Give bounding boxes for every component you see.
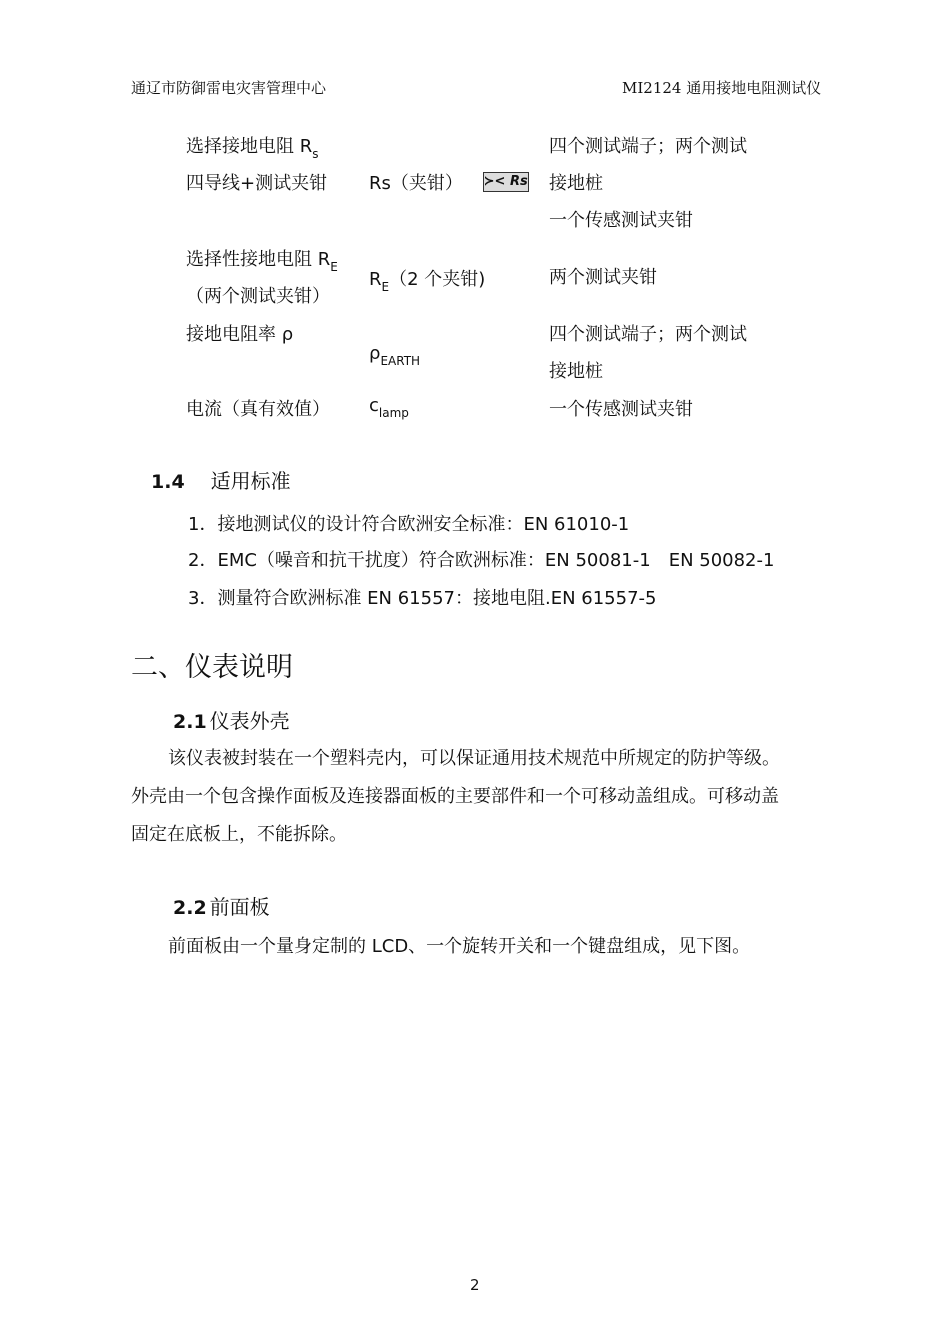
row1-col1-line2: 四导线+测试夹钳 — [186, 173, 328, 194]
row2-col1-line1: 选择性接地电阻 $R_E$ — [186, 249, 338, 274]
row2-col1-line2: （两个测试夹钳） — [186, 286, 330, 307]
standard-item-2: 2．EMC（噪音和抗干扰度）符合欧洲标准：EN 50081-1 EN 50082-1 — [188, 550, 775, 571]
row4-col1: 电流（真有效值） — [186, 399, 330, 420]
section-1-4-heading: 1.4 适用标准 — [151, 469, 291, 493]
row2-col2: $R_E(2$ 个夹钳) — [369, 269, 486, 294]
row1-col3-line1: 四个测试端子；两个测试 — [549, 136, 747, 157]
section-2-1-line3: 固定在底板上，不能拆除。 — [131, 824, 347, 845]
row4-col2: $c_{lamp}$ — [369, 395, 409, 420]
section-2-1-heading: 2.1 仪表外壳 — [173, 709, 290, 733]
row3-col2: $\rho_{EARTH}$ — [369, 343, 421, 368]
chapter-2-title: 二、仪表说明 — [131, 652, 293, 683]
row1-col3-line2: 接地桩 — [549, 173, 603, 194]
section-2-1-line2: 外壳由一个包含操作面板及连接器面板的主要部件和一个可移动盖组成。可移动盖 — [131, 786, 779, 807]
standard-item-1: 1．接地测试仪的设计符合欧洲安全标准：EN 61010-1 — [188, 514, 630, 535]
section-2-2-text: 前面板由一个量身定制的 LCD、一个旋转开关和一个键盘组成，见下图。 — [168, 936, 751, 957]
row2-col3: 两个测试夹钳 — [549, 267, 657, 288]
row1-col2: Rs（夹钳） ≻< Rs — [369, 173, 528, 194]
section-2-1-line1: 该仪表被封装在一个塑料壳内，可以保证通用技术规范中所规定的防护等级。 — [168, 748, 780, 769]
standard-item-3: 3．测量符合欧洲标准 EN 61557：接地电阻.EN 61557-5 — [188, 588, 657, 609]
row4-col3: 一个传感测试夹钳 — [549, 399, 693, 420]
row1-col1-line1: 选择接地电阻 $R_s$ — [186, 136, 319, 161]
row3-col3-line1: 四个测试端子；两个测试 — [549, 324, 747, 345]
row1-col3-line3: 一个传感测试夹钳 — [549, 210, 693, 231]
page-number: 2 — [470, 1276, 480, 1294]
section-2-2-heading: 2.2 前面板 — [173, 895, 270, 919]
clamp-rs-icon: ≻< Rs — [483, 172, 529, 192]
header-right: MI2124 通用接地电阻测试仪 — [622, 79, 822, 97]
row3-col3-line2: 接地桩 — [549, 361, 603, 382]
header-left: 通辽市防御雷电灾害管理中心 — [131, 79, 327, 97]
row3-col1: 接地电阻率 ρ — [186, 324, 294, 345]
